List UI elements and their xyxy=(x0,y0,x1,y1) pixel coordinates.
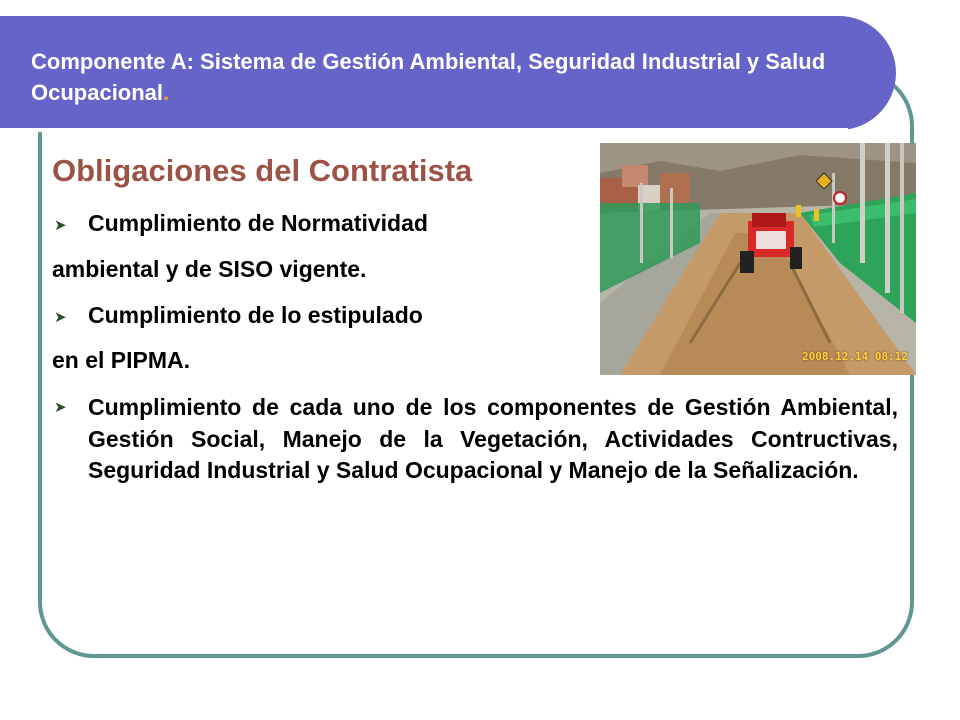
slide-title: Componente A: Sistema de Gestión Ambiental, Seguridad Industrial y Salud Ocupacional. xyxy=(31,49,826,105)
bullet-arrow-icon: ➤ xyxy=(54,399,67,416)
header-underline xyxy=(0,128,848,132)
bullet-2-line-2: en el PIPMA. xyxy=(52,347,191,373)
construction-site-photo xyxy=(600,143,916,375)
bullet-1-line-1: Cumplimiento de Normatividad xyxy=(88,210,428,236)
bullet-arrow-icon: ➤ xyxy=(54,217,67,234)
photo-timestamp: 2008.12.14 08:12 xyxy=(802,350,908,363)
bullet-1-line-2: ambiental y de SISO vigente. xyxy=(52,256,367,282)
bullet-arrow-icon: ➤ xyxy=(54,309,67,326)
header-band xyxy=(0,16,896,130)
bullet-2-line-1: Cumplimiento de lo estipulado xyxy=(88,302,423,328)
bullet-3-paragraph: Cumplimiento de cada uno de los componentes de Gestión Ambiental, Gestión Social, Manejo de la Vegetación, Actividades Contructivas, Seguridad Industrial y Salud Ocupacional y Manejo de la Señalización. xyxy=(88,394,898,483)
section-heading: Obligaciones del Contratista xyxy=(52,153,473,188)
